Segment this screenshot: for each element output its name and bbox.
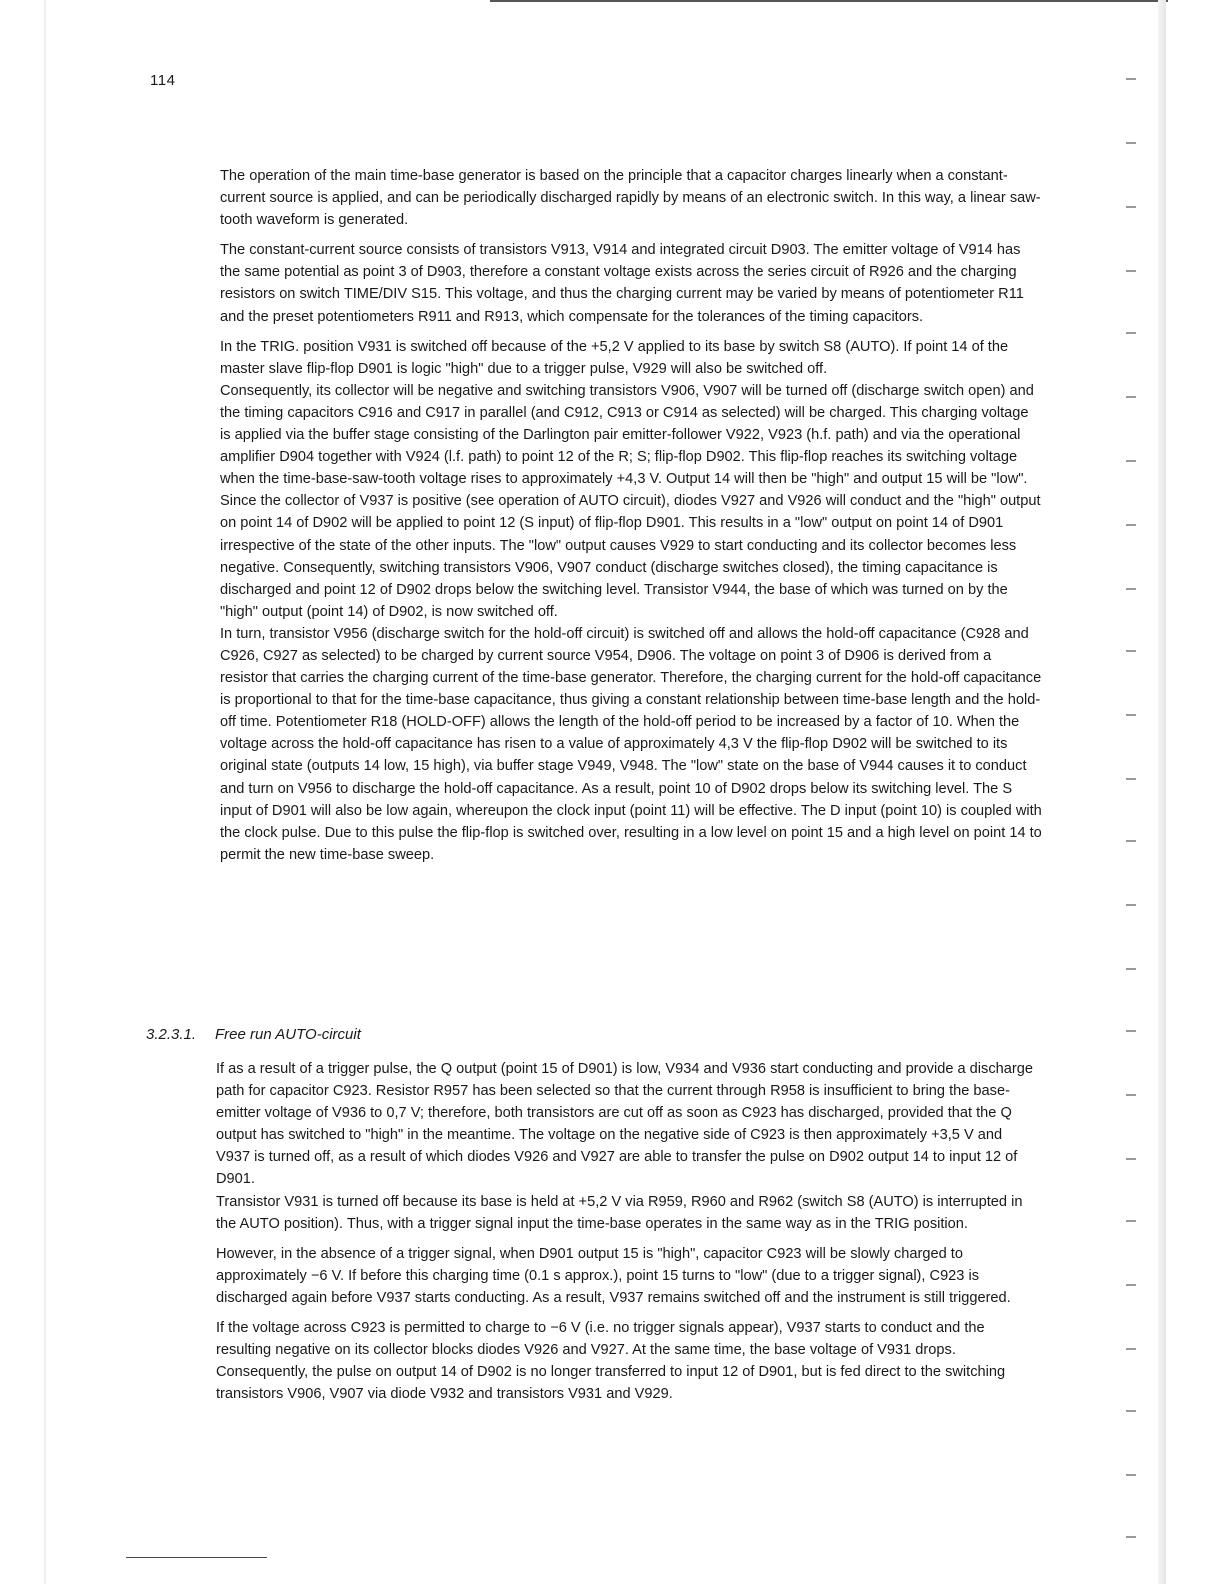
edge-mark: [1126, 206, 1136, 208]
upper-body-text: [220, 165, 1042, 866]
paragraph-charging-sequence: Consequently, its collector will be negative and switching transistors V906, V907 will be turned off (discharge switch open) and the timing capacitors C916 and C917 in parallel (and C912, C913 or C914 as selected) will be charged. This charging voltage is applied via the buffer stage consisting of the Darlington pair emitter-follower V922, V923 (h.f. path) and via the operational amplifier D904 together with V924 (l.f. path) to point 12 of the R; S; flip-flop D902. This flip-flop reaches its switching voltage when the time-base-saw-tooth voltage rises to approximately +4,3 V. Output 14 will then be "high" and output 15 will be "low". Since the collector of V937 is positive (see operation of AUTO circuit), diodes V927 and V926 will conduct and the "high" output on point 14 of D902 will be applied to point 12 (S input) of flip-flop D901. This results in a "low" output on point 14 of D901 irrespective of the state of the other inputs. The "low" output causes V929 to start conducting and its collector becomes less negative. Consequently, switching transistors V906, V907 conduct (discharge switches closed), the timing capacitance is discharged and point 12 of D902 drops below the switching level. Transistor V944, the base of which was turned on by the "high" output (point 14) of D902, is now switched off.: [220, 382, 1041, 620]
paragraph-free-run: If the voltage across C923 is permitted to charge to −6 V (i.e. no trigger signals appear), V937 starts to conduct and the resulting negative on its collector blocks diodes V926 and V927. At the same time, the base voltage of V931 drops. Consequently, the pulse on output 14 of D902 is no longer transferred to input 12 of D901, but is fed direct to the switching transistors V906, V907 via diode V932 and transistors V931 and V929.: [216, 1320, 1006, 1403]
section-title: Free run AUTO-circuit: [215, 1026, 361, 1043]
edge-mark: [1126, 1030, 1136, 1032]
paragraph-q-output-discharge: If as a result of a trigger pulse, the Q output (point 15 of D901) is low, V934 and V936 start conducting and provide a discharge path for capacitor C923. Resistor R957 has been selected so that the current through R958 is insufficient to bring the base-emitter voltage of V936 to 0,7 V; therefore, both transistors are cut off as soon as C923 has discharged, provided that the Q output has switched to "high" in the meantime. The voltage on the negative side of C923 is then approximately +3,5 V and V937 is turned off, as a result of which diodes V926 and V927 are able to transfer the pulse on D902 output 14 to input 12 of D901.: [216, 1061, 1033, 1188]
edge-mark: [1126, 142, 1136, 144]
edge-mark: [1126, 1284, 1136, 1286]
paragraph-v931-turned-off: Transistor V931 is turned off because its base is held at +5,2 V via R959, R960 and R962 (switch S8 (AUTO) is interrupted in the AUTO position). Thus, with a trigger signal input the time-base operates in the same way as in the TRIG position.: [216, 1193, 1023, 1232]
lower-body-text: [216, 1058, 1038, 1413]
scan-right-edge-shading: [1158, 0, 1166, 1584]
scan-left-edge-shading: [44, 0, 46, 1584]
section-heading: [146, 1026, 361, 1043]
edge-mark: [1126, 1094, 1136, 1096]
paragraph-trig-position: In the TRIG. position V931 is switched off because of the +5,2 V applied to its base by switch S8 (AUTO). If point 14 of the master slave flip-flop D901 is logic "high" due to a trigger pulse, V929 will also be switched off.: [220, 338, 1009, 377]
edge-mark: [1126, 396, 1136, 398]
edge-mark: [1126, 714, 1136, 716]
edge-mark: [1126, 78, 1136, 80]
top-rule: [490, 0, 1168, 2]
edge-mark: [1126, 1474, 1136, 1476]
paragraph-constant-current-source: The constant-current source consists of transistors V913, V914 and integrated circuit D903. The emitter voltage of V914 has the same potential as point 3 of D903, therefore a constant voltage exists across the series circuit of R926 and the charging resistors on switch TIME/DIV S15. This voltage, and thus the charging current may be varied by means of potentiometer R11 and the preset potentiometers R911 and R913, which compensate for the tolerances of the timing capacitors.: [220, 242, 1024, 325]
section-number: 3.2.3.1.: [146, 1026, 197, 1043]
edge-mark: [1126, 650, 1136, 652]
edge-mark: [1126, 968, 1136, 970]
paragraph-absence-of-trigger: However, in the absence of a trigger signal, when D901 output 15 is "high", capacitor C923 will be slowly charged to approximately −6 V. If before this charging time (0.1 s approx.), point 15 turns to "low" (due to a trigger signal), C923 is discharged again before V937 starts conducting. As a result, V937 remains switched off and the instrument is still triggered.: [216, 1245, 1011, 1306]
edge-mark: [1126, 588, 1136, 590]
edge-mark: [1126, 1410, 1136, 1412]
edge-mark: [1126, 840, 1136, 842]
edge-mark: [1126, 270, 1136, 272]
edge-mark: [1126, 1348, 1136, 1350]
edge-mark: [1126, 1158, 1136, 1160]
edge-mark: [1126, 1220, 1136, 1222]
edge-mark: [1126, 332, 1136, 334]
footnote-rule: [126, 1557, 267, 1558]
edge-mark: [1126, 1536, 1136, 1538]
paragraph-hold-off-circuit: In turn, transistor V956 (discharge switch for the hold-off circuit) is switched off and allows the hold-off capacitance (C928 and C926, C927 as selected) to be charged by current source V954, D906. The voltage on point 3 of D906 is derived from a resistor that carries the charging current of the time-base generator. Therefore, the charging current for the hold-off capacitance is proportional to that for the time-base capacitance, thus giving a constant relationship between time-base length and the hold-off time. Potentiometer R18 (HOLD-OFF) allows the length of the hold-off period to be increased by a factor of 10. When the voltage across the hold-off capacitance has risen to a value of approximately 4,3 V the flip-flop D902 will be switched to its original state (outputs 14 low, 15 high), via buffer stage V949, V948. The "low" state on the base of V944 causes it to conduct and turn on V956 to discharge the hold-off capacitance. As a result, point 10 of D902 drops below its switching level. The S input of D901 will also be low again, whereupon the clock input (point 11) will be effective. The D input (point 10) is coupled with the clock pulse. Due to this pulse the flip-flop is switched over, resulting in a low level on point 15 and a high level on point 14 to permit the new time-base sweep.: [220, 625, 1042, 863]
edge-mark: [1126, 524, 1136, 526]
paragraph-time-base-principle: The operation of the main time-base generator is based on the principle that a capacitor charges linearly when a constant-current source is applied, and can be periodically discharged rapidly by means of an electronic switch. In this way, a linear saw-tooth waveform is generated.: [220, 168, 1041, 229]
page-number: 114: [150, 72, 176, 89]
edge-mark: [1126, 460, 1136, 462]
edge-mark: [1126, 778, 1136, 780]
edge-mark: [1126, 904, 1136, 906]
